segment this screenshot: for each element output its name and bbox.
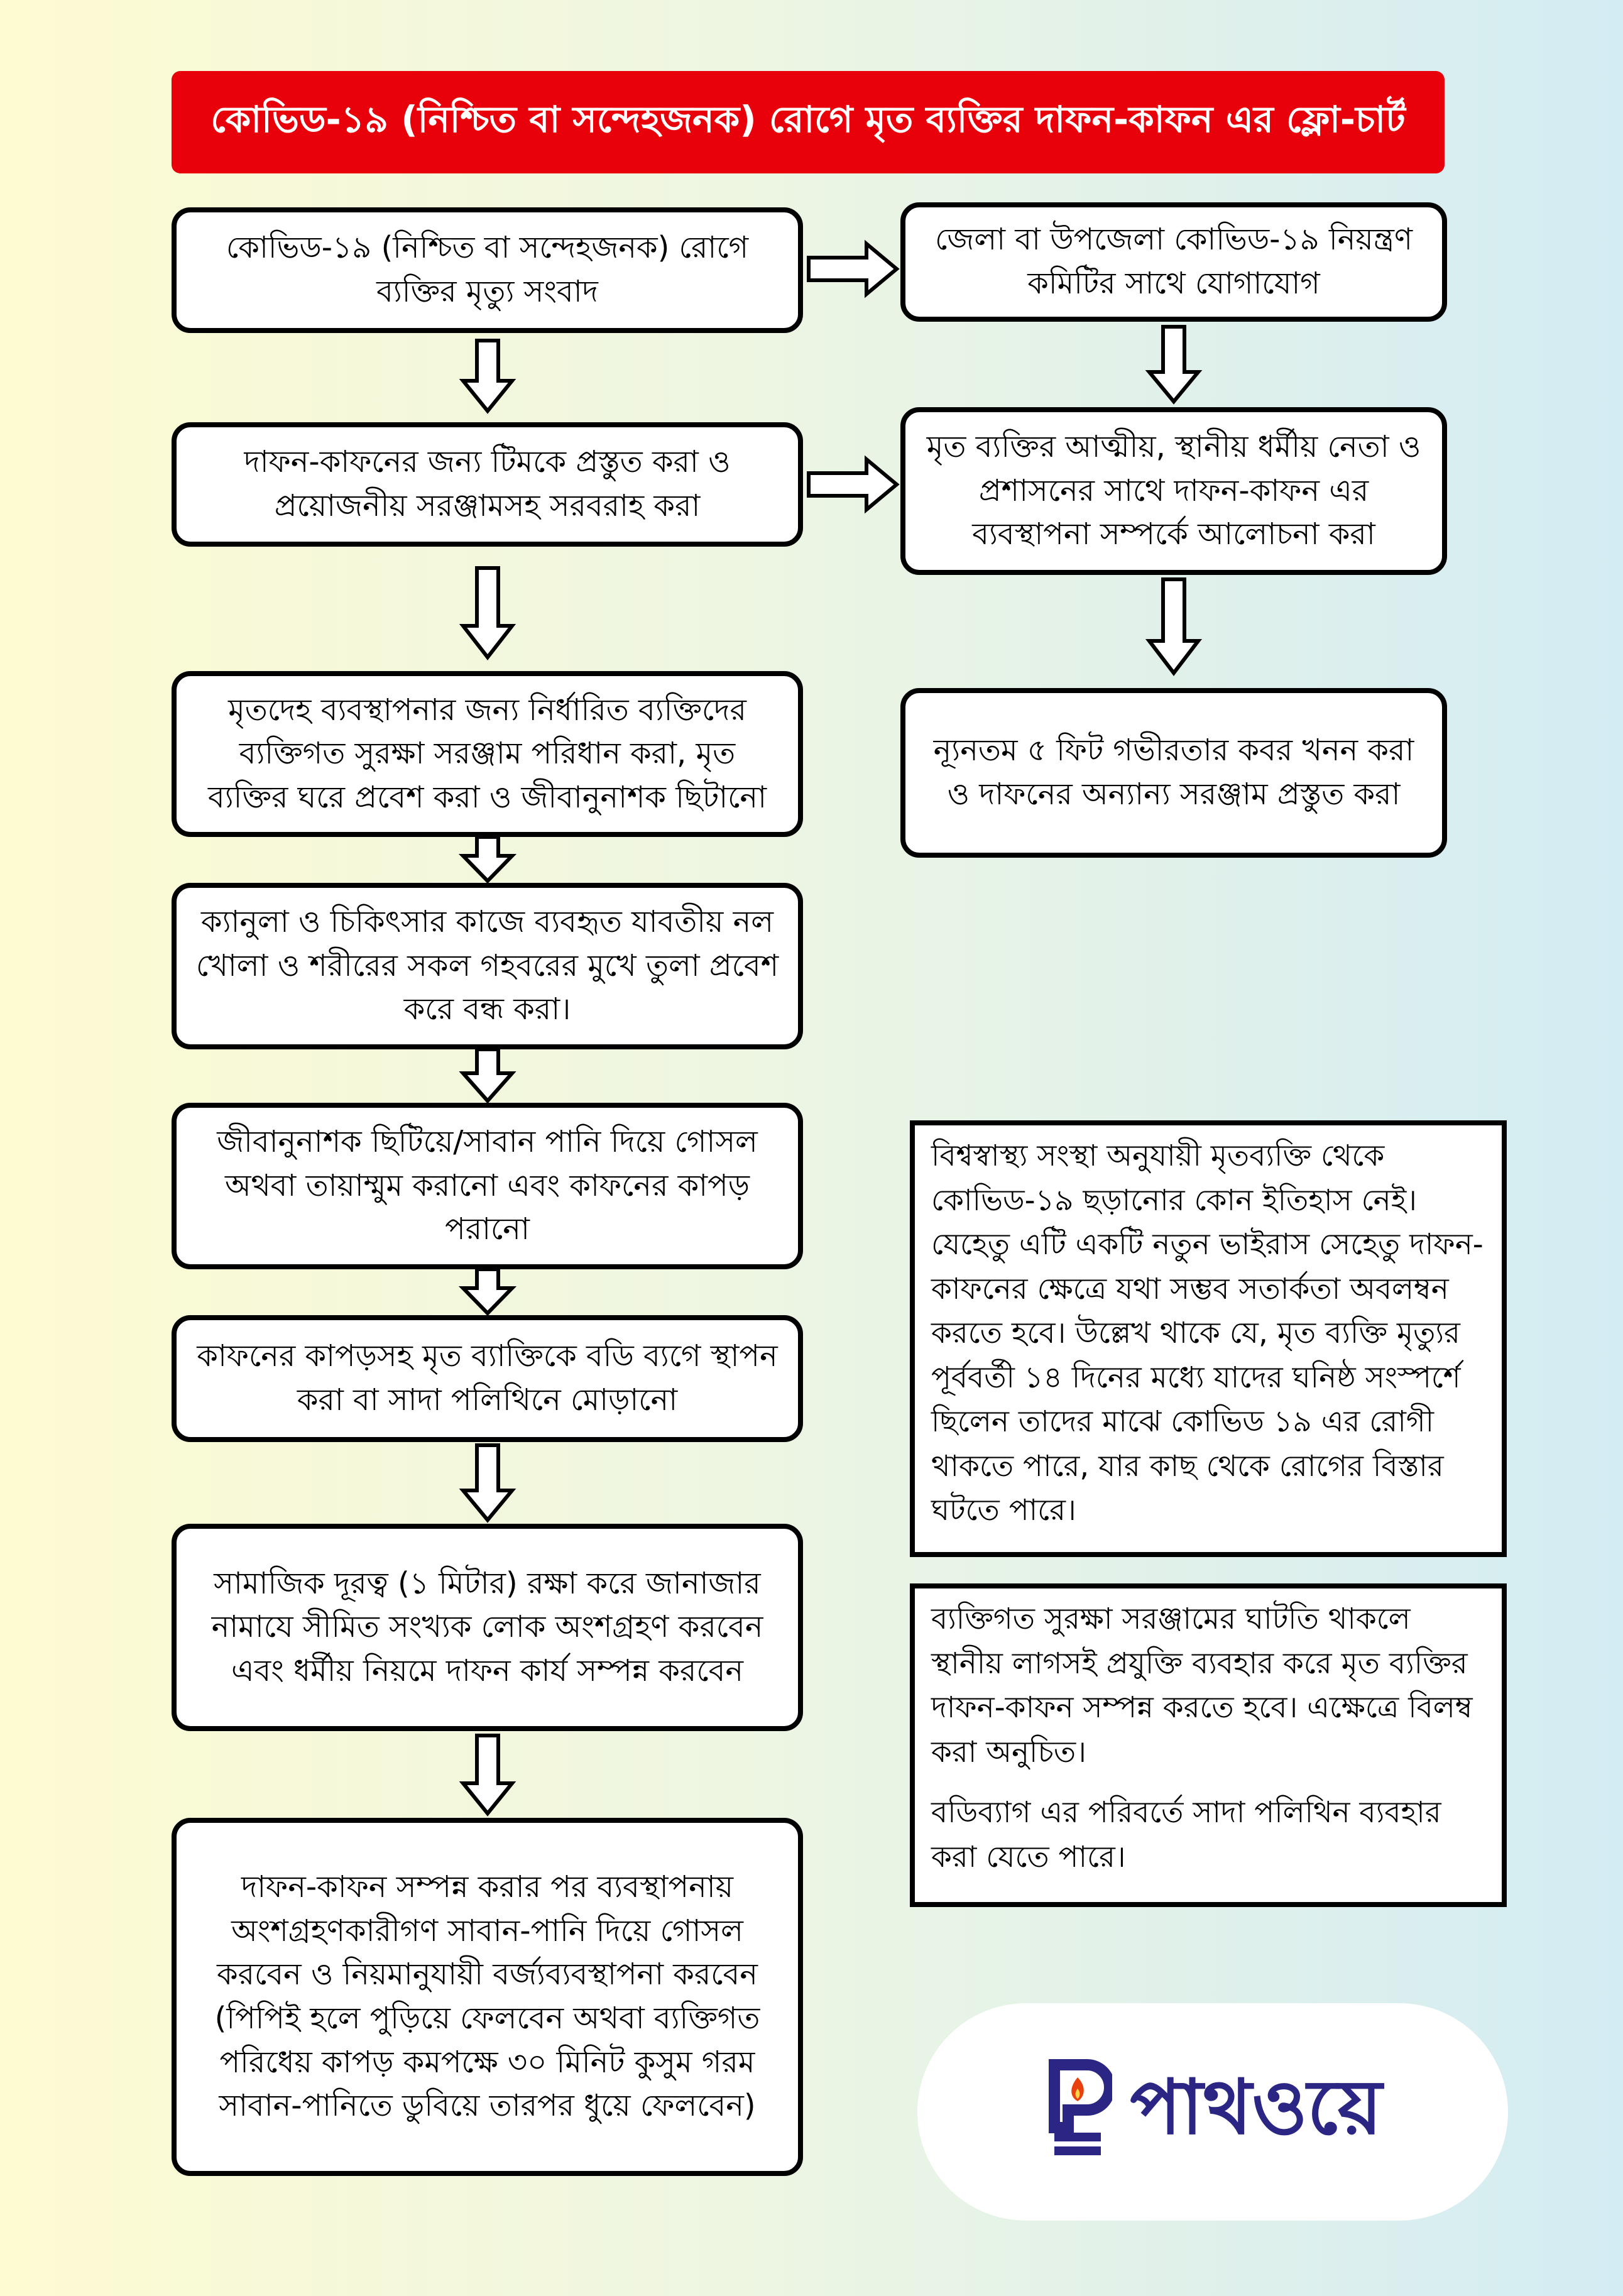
step-wear-ppe: মৃতদেহ ব্যবস্থাপনার জন্য নির্ধারিত ব্যক্তিদের ব্যক্তিগত সুরক্ষা সরঞ্জাম পরিধান করা, মৃত ব্যক্তির ঘরে প্রবেশ করা ও জীবানুনাশক ছিটানো xyxy=(172,671,803,837)
right-arrow-icon xyxy=(806,241,900,297)
step-prepare-team: দাফন-কাফনের জন্য টিমকে প্রস্তুত করা ও প্রয়োজনীয় সরঞ্জামসহ সরবরাহ করা xyxy=(172,422,803,547)
down-arrow-icon xyxy=(461,837,515,883)
note-who-text: বিশ্বস্বাস্থ্য সংস্থা অনুযায়ী মৃতব্যক্তি থেকে কোভিড-১৯ ছড়ানোর কোন ইতিহাস নেই। যেহেতু এটি একটি নতুন ভাইরাস সেহেতু দাফন-কাফনের ক্ষেত্রে যথা সম্ভব সতার্কতা অবলম্বন করতে হবে। উল্লেখ থাকে যে, মৃত ব্যক্তি মৃত্যুর পূর্ববর্তী ১৪ দিনের মধ্যে যাদের ঘনিষ্ঠ সংস্পর্শে ছিলেন তাদের মাঝে কোভিড ১৯ এর রোগী থাকতে পারে, যার কাছ থেকে রোগের বিস্তার ঘটতে পারে। xyxy=(931,1139,1484,1528)
chart-title: কোভিড-১৯ (নিশ্চিত বা সন্দেহজনক) রোগে মৃত ব্যক্তির দাফন-কাফন এর ফ্লো-চার্ট xyxy=(172,71,1445,173)
down-arrow-icon xyxy=(461,1269,515,1315)
note-ppe-text-1: ব্যক্তিগত সুরক্ষা সরঞ্জামের ঘাটতি থাকলে স্থানীয় লাগসই প্রযুক্তি ব্যবহার করে মৃত ব্যক্তির দাফন-কাফন সম্পন্ন করতে হবে। এক্ষেত্রে বিলম্ব করা অনুচিত। xyxy=(931,1602,1473,1769)
step-death-news: কোভিড-১৯ (নিশ্চিত বা সন্দেহজনক) রোগে ব্যক্তির মৃত্যু সংবাদ xyxy=(172,207,803,333)
pathway-logo xyxy=(917,2003,1508,2221)
step-after-burial: দাফন-কাফন সম্পন্ন করার পর ব্যবস্থাপনায় অংশগ্রহণকারীগণ সাবান-পানি দিয়ে গোসল করবেন ও নিয়মানুযায়ী বর্জ্যব্যবস্থাপনা করবেন (পিপিই হলে পুড়িয়ে ফেলবেন অথবা ব্যক্তিগত পরিধেয় কাপড় কমপক্ষে ৩০ মিনিট কুসুম গরম সাবান-পানিতে ডুবিয়ে তারপর ধুয়ে ফেলবেন) xyxy=(172,1818,803,2176)
step-dig-grave: ন্যূনতম ৫ ফিট গভীরতার কবর খনন করা ও দাফনের অন্যান্য সরঞ্জাম প্রস্তুত করা xyxy=(900,688,1447,858)
down-arrow-icon xyxy=(461,1734,515,1816)
step-janaza: সামাজিক দূরত্ব (১ মিটার) রক্ষা করে জানাজার নামাযে সীমিত সংখ্যক লোক অংশগ্রহণ করবেন এবং ধর্মীয় নিয়মে দাফন কার্য সম্পন্ন করবেন xyxy=(172,1524,803,1731)
down-arrow-icon xyxy=(461,1049,515,1103)
note-ppe xyxy=(910,1583,1507,1907)
note-ppe-text-2: বডিব্যাগ এর পরিবর্তে সাদা পলিথিন ব্যবহার করা যেতে পারে। xyxy=(931,1795,1441,1874)
logo-name: পাথওয়ে xyxy=(1130,2064,1382,2151)
pathway-logo-icon xyxy=(1043,2052,1112,2172)
step-bathing: জীবানুনাশক ছিটিয়ে/সাবান পানি দিয়ে গোসল অথবা তায়াম্মুম করানো এবং কাফনের কাপড় পরানো xyxy=(172,1103,803,1269)
step-discuss-relatives: মৃত ব্যক্তির আত্মীয়, স্থানীয় ধর্মীয় নেতা ও প্রশাসনের সাথে দাফন-কাফন এর ব্যবস্থাপনা সম্পর্কে আলোচনা করা xyxy=(900,407,1447,575)
right-arrow-icon xyxy=(806,456,900,513)
step-body-bag: কাফনের কাপড়সহ মৃত ব্যাক্তিকে বডি ব্যগে স্থাপন করা বা সাদা পলিথিনে মোড়ানো xyxy=(172,1315,803,1442)
down-arrow-icon xyxy=(1147,578,1201,675)
down-arrow-icon xyxy=(461,1444,515,1522)
down-arrow-icon xyxy=(461,338,515,413)
step-close-openings: ক্যানুলা ও চিকিৎসার কাজে ব্যবহৃত যাবতীয় নল খোলা ও শরীরের সকল গহবরের মুখে তুলা প্রবেশ করে বন্ধ করা। xyxy=(172,883,803,1049)
down-arrow-icon xyxy=(461,566,515,660)
note-who xyxy=(910,1120,1507,1557)
step-contact-committee: জেলা বা উপজেলা কোভিড-১৯ নিয়ন্ত্রণ কমিটির সাথে যোগাযোগ xyxy=(900,202,1447,322)
down-arrow-icon xyxy=(1147,325,1201,404)
